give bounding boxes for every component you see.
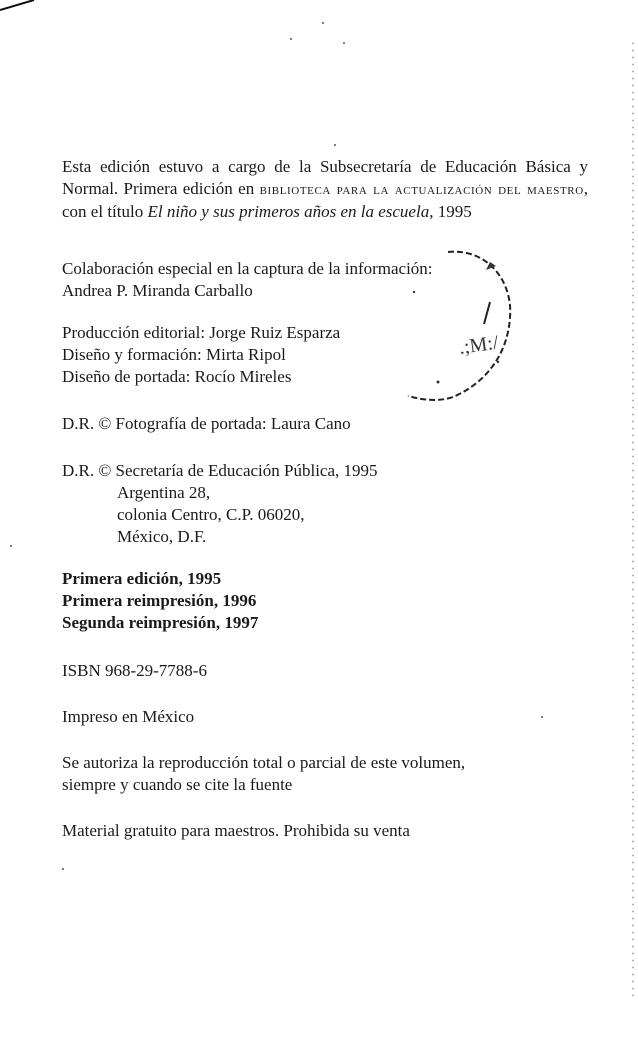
collaborator-name: Andrea P. Miranda Carballo — [62, 281, 253, 300]
svg-text:.;M:/: .;M:/ — [457, 331, 500, 359]
printed-in-text: Impreso en México — [62, 707, 195, 726]
edition-note-part1: Esta edición estuvo a cargo de la Subsecretaría de Educación Básica y Normal. Primera edición en — [62, 157, 588, 198]
publisher-city: México, D.F. — [117, 527, 207, 546]
corner-scan-mark — [0, 0, 40, 14]
collaboration-block — [62, 258, 433, 302]
publisher-block — [62, 460, 378, 548]
edition-year: 1995 — [433, 202, 472, 221]
editorial-production: Producción editorial: Jorge Ruiz Esparza — [62, 323, 341, 342]
design-layout: Diseño y formación: Mirta Ripol — [62, 345, 286, 364]
cover-design: Diseño de portada: Rocío Mireles — [62, 367, 292, 386]
isbn — [62, 660, 207, 682]
printing-first-edition: Primera edición, 1995 — [62, 569, 222, 588]
scan-speck — [343, 42, 345, 44]
publisher-rights: D.R. © Secretaría de Educación Pública, 1995 — [62, 461, 378, 480]
photo-rights — [62, 413, 351, 435]
book-title: El niño y sus primeros años en la escuela, — [147, 202, 434, 221]
isbn-text: ISBN 968-29-7788-6 — [62, 661, 207, 680]
scan-edge-dots — [632, 40, 634, 1000]
scan-speck — [10, 545, 12, 547]
photo-rights-text: D.R. © Fotografía de portada: Laura Cano — [62, 414, 351, 433]
free-material-notice — [62, 820, 410, 842]
publisher-street: Argentina 28, — [117, 483, 211, 502]
credits-block — [62, 322, 340, 388]
edition-note — [62, 156, 588, 223]
edition-note-part2: , con el título — [62, 179, 588, 221]
collaboration-label: Colaboración especial en la captura de la información: — [62, 259, 433, 278]
reproduction-line2: siempre y cuando se cite la fuente — [62, 775, 293, 794]
printed-in — [62, 706, 194, 728]
scan-speck — [62, 868, 64, 870]
printing-first-reprint: Primera reimpresión, 1996 — [62, 591, 257, 610]
reproduction-line1: Se autoriza la reproducción total o parcial de este volumen, — [62, 753, 466, 772]
publisher-colony: colonia Centro, C.P. 06020, — [117, 505, 305, 524]
scan-speck — [541, 716, 543, 718]
free-material-text: Material gratuito para maestros. Prohibida su venta — [62, 821, 410, 840]
series-name: biblioteca para la actualización del maestro — [259, 181, 584, 198]
printings-block — [62, 568, 258, 634]
scan-speck — [322, 22, 324, 24]
scan-speck — [290, 38, 292, 40]
reproduction-notice — [62, 752, 465, 796]
scan-speck — [334, 144, 336, 146]
printing-second-reprint: Segunda reimpresión, 1997 — [62, 613, 259, 632]
